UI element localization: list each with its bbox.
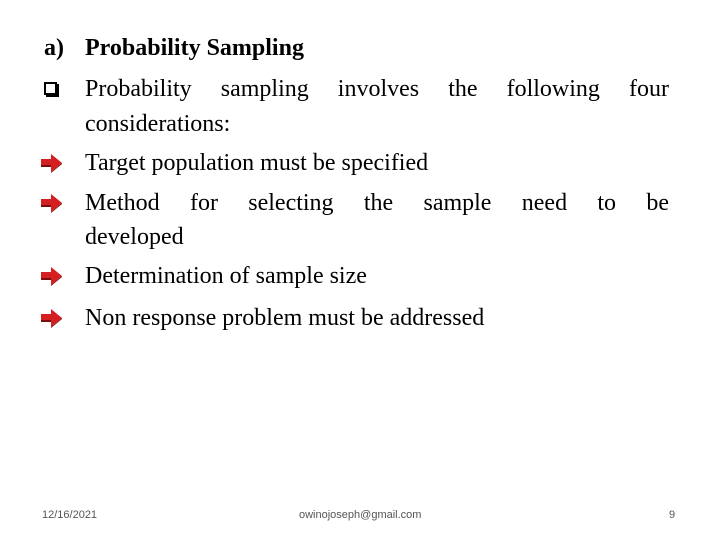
bullet-text-4: Non response problem must be addressed (85, 305, 485, 331)
bullet-text-2-line-2: developed (85, 224, 184, 250)
intro-line-1: Probability sampling involves the following four (85, 76, 669, 102)
footer-date: 12/16/2021 (42, 509, 98, 521)
intro-line-2: considerations: (85, 111, 231, 137)
footer-email: owinojoseph@gmail.com (299, 509, 422, 521)
red-arrow-icon (40, 153, 64, 173)
red-arrow-icon (40, 308, 64, 328)
red-arrow-icon (40, 193, 64, 213)
page-number: 9 (669, 509, 676, 521)
bullet-text-3: Determination of sample size (85, 263, 367, 289)
slide-heading: Probability Sampling (85, 35, 304, 61)
checkbox-square-icon (44, 82, 57, 95)
heading-marker: a) (44, 35, 64, 61)
bullet-text-1: Target population must be specified (85, 150, 429, 176)
bullet-text-2-line-1: Method for selecting the sample need to be (85, 190, 669, 216)
red-arrow-icon (40, 266, 64, 286)
